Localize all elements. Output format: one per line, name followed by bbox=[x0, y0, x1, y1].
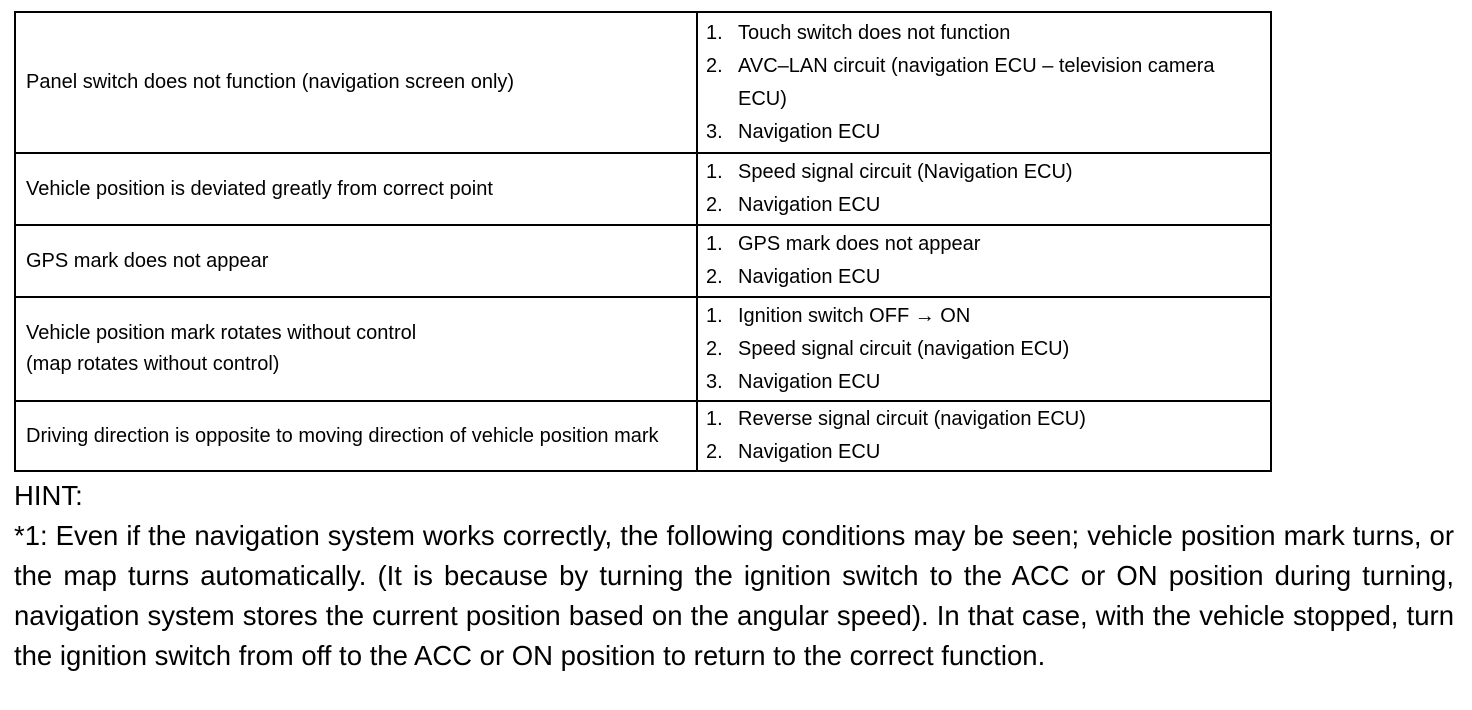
cause-text: Navigation ECU bbox=[738, 266, 881, 288]
table-row bbox=[15, 153, 1271, 225]
hint-title: HINT: bbox=[14, 480, 83, 511]
cause-number: 1. bbox=[706, 408, 723, 430]
cause-list bbox=[706, 155, 1260, 223]
list-item bbox=[706, 17, 1260, 50]
cause-text: Touch switch does not function bbox=[738, 21, 1011, 44]
cause-text: Navigation ECU bbox=[738, 120, 881, 143]
table-row bbox=[15, 297, 1271, 401]
troubleshooting-table-wrap bbox=[14, 11, 1272, 472]
list-item bbox=[706, 116, 1260, 149]
list-item bbox=[706, 436, 1260, 469]
symptom-cell bbox=[15, 153, 697, 225]
cause-list bbox=[706, 227, 1260, 295]
symptom-cell bbox=[15, 12, 697, 153]
cause-number: 1. bbox=[706, 21, 723, 44]
cause-number: 2. bbox=[706, 194, 723, 216]
cause-text: Speed signal circuit (Navigation ECU) bbox=[738, 161, 1073, 183]
cause-list bbox=[706, 16, 1260, 150]
cause-list bbox=[706, 299, 1260, 400]
list-item bbox=[706, 50, 1260, 116]
symptom-text: Driving direction is opposite to moving direction of vehicle position mark bbox=[26, 424, 659, 447]
list-item bbox=[706, 366, 1260, 399]
cause-number: 3. bbox=[706, 120, 723, 143]
cause-text: GPS mark does not appear bbox=[738, 233, 981, 255]
cause-text: Navigation ECU bbox=[738, 370, 881, 393]
hint-body: *1: Even if the navigation system works correctly, the following conditions may be seen; vehicle position mark turns, or the map turns automatically. (It is because by turning the ignition switch to the ACC or ON position during turning, navigation system stores the current position based on the angular speed). In that case, with the vehicle stopped, turn the ignition switch from off to the ACC or ON position to return to the correct function. bbox=[14, 520, 1454, 671]
cause-number: 1. bbox=[706, 304, 723, 327]
cause-text: Navigation ECU bbox=[738, 441, 881, 463]
cause-cell bbox=[697, 297, 1271, 401]
cause-cell bbox=[697, 12, 1271, 153]
cause-cell bbox=[697, 225, 1271, 297]
cause-number: 2. bbox=[706, 337, 723, 360]
symptom-text-line: Vehicle position mark rotates without control bbox=[26, 322, 417, 344]
symptom-cell bbox=[15, 225, 697, 297]
cause-cell bbox=[697, 401, 1271, 471]
cause-text: Ignition switch OFF → ON bbox=[738, 304, 971, 327]
symptom-text-line: (map rotates without control) bbox=[26, 353, 280, 375]
cause-number: 2. bbox=[706, 54, 723, 77]
troubleshooting-table bbox=[14, 11, 1272, 472]
symptom-cell bbox=[15, 401, 697, 471]
table-row bbox=[15, 225, 1271, 297]
cause-text: Reverse signal circuit (navigation ECU) bbox=[738, 408, 1086, 430]
list-item bbox=[706, 228, 1260, 261]
cause-text: AVC–LAN circuit (navigation ECU – television camera ECU) bbox=[738, 54, 1215, 110]
cause-text: Speed signal circuit (navigation ECU) bbox=[738, 337, 1070, 360]
list-item bbox=[706, 261, 1260, 294]
cause-number: 3. bbox=[706, 370, 723, 393]
symptom-text: Panel switch does not function (navigation screen only) bbox=[26, 71, 515, 93]
list-item bbox=[706, 156, 1260, 189]
list-item bbox=[706, 300, 1260, 333]
cause-number: 2. bbox=[706, 441, 723, 463]
list-item bbox=[706, 333, 1260, 366]
cause-list bbox=[706, 402, 1260, 470]
list-item bbox=[706, 189, 1260, 222]
symptom-text: GPS mark does not appear bbox=[26, 249, 269, 272]
table-row bbox=[15, 401, 1271, 471]
cause-number: 1. bbox=[706, 233, 723, 255]
hint-section bbox=[14, 476, 1454, 676]
cause-text: Navigation ECU bbox=[738, 194, 881, 216]
table-row bbox=[15, 12, 1271, 153]
symptom-cell bbox=[15, 297, 697, 401]
cause-number: 1. bbox=[706, 161, 723, 183]
symptom-text: Vehicle position is deviated greatly from correct point bbox=[26, 177, 493, 200]
list-item bbox=[706, 403, 1260, 436]
cause-cell bbox=[697, 153, 1271, 225]
cause-number: 2. bbox=[706, 266, 723, 288]
